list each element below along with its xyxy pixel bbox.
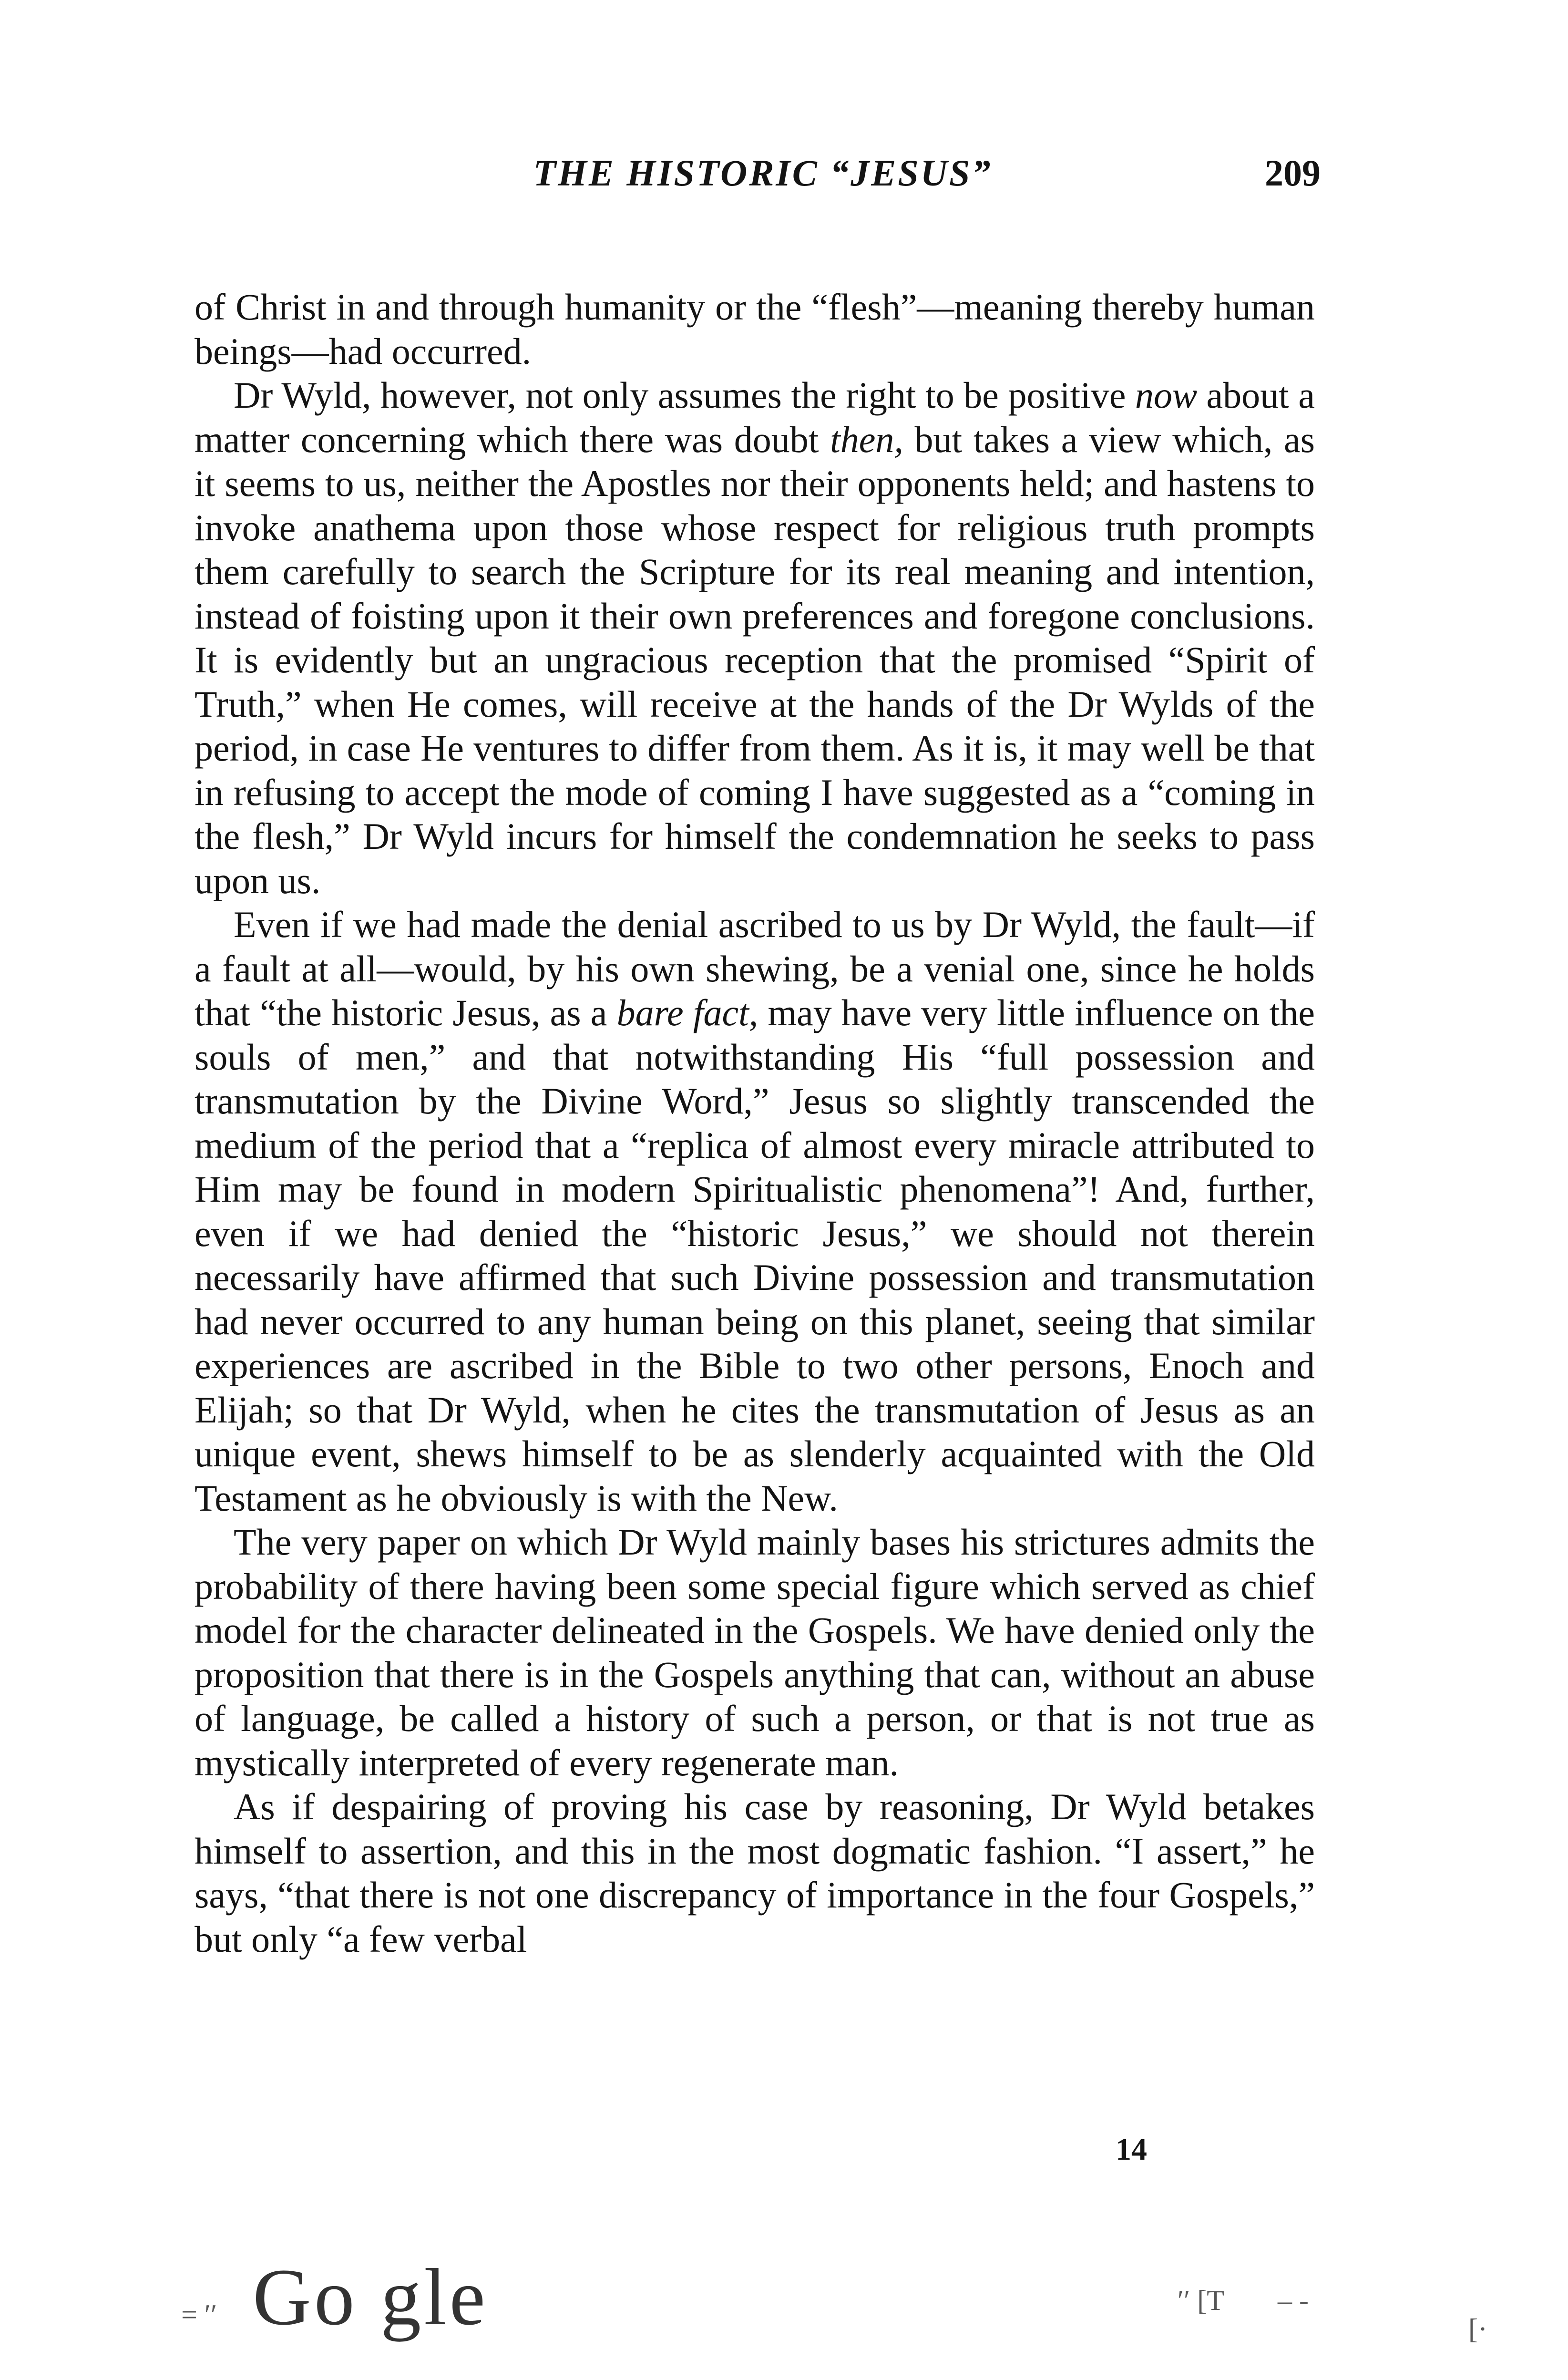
scan-artifact: = ′′ (181, 2299, 217, 2330)
paragraph: Dr Wyld, however, not only assumes the right to be positive now about a matter concerning which there was doubt then, but takes a view which, as it seems to us, neither the Apostles nor their opponents held; and hastens to invoke anathema upon those whose respect for religious truth prompts them carefully to search the Scripture for its real meaning and intention, instead of foisting upon it their own preferences and foregone conclusions. It is evidently but an ungracious reception that the promised “Spirit of Truth,” when He comes, will receive at the hands of the Dr Wylds of the period, in case He ventures to differ from them. As it is, it may well be that in refusing to accept the mode of coming I have suggested as a “coming in the flesh,” Dr Wyld incurs for himself the condemnation he seeks to pass upon us. (195, 374, 1315, 901)
digitizer-watermark: Go gle (253, 2252, 488, 2342)
body-text (195, 285, 1315, 1961)
scan-artifact: ′′ [T (1178, 2285, 1224, 2316)
signature-mark: 14 (1116, 2132, 1147, 2167)
emphasis: now (1135, 374, 1198, 416)
scan-artifact: – - (1278, 2285, 1309, 2316)
scan-artifact: [· (1468, 2313, 1487, 2345)
emphasis: bare fact, (616, 992, 758, 1033)
page-number: 209 (1265, 152, 1321, 194)
paragraph: The very paper on which Dr Wyld mainly bases his strictures admits the probability of there having been some special figure which served as chief model for the character delineated in the Gospels. We have denied only the proposition that there is in the Gospels anything that can, without an abuse of language, be called a history of such a person, or that is not true as mystically interpreted of every regenerate man. (195, 1521, 1315, 1783)
paragraph: As if despairing of proving his case by reasoning, Dr Wyld betakes himself to assertion, and this in the most dogmatic fashion. “I assert,” he says, “that there is not one discrepancy of importance in the four Gospels,” but only “a few verbal (195, 1786, 1315, 1960)
paragraph: Even if we had made the denial ascribed to us by Dr Wyld, the fault—if a fault at all—would, by his own shewing, be a venial one, since he holds that “the historic Jesus, as a bare fact, may have very little influence on the souls of men,” and that notwithstanding His “full possession and transmutation by the Divine Word,” Jesus so slightly transcended the medium of the period that a “replica of almost every miracle attributed to Him may be found in modern Spiritualistic phenomena”! And, further, even if we had denied the “historic Jesus,” we should not therein necessarily have affirmed that such Divine possession and transmutation had never occurred to any human being on this planet, seeing that similar experiences are ascribed in the Bible to two other persons, Enoch and Elijah; so that Dr Wyld, when he cites the transmutation of Jesus as an unique event, shews himself to be as slenderly acquainted with the Old Testament as he obviously is with the New. (195, 904, 1315, 1519)
paragraph: of Christ in and through humanity or the “flesh”—meaning thereby human beings—had occurred. (195, 286, 1315, 372)
emphasis: then, (830, 418, 903, 460)
running-head: THE HISTORIC “JESUS” (533, 152, 993, 194)
